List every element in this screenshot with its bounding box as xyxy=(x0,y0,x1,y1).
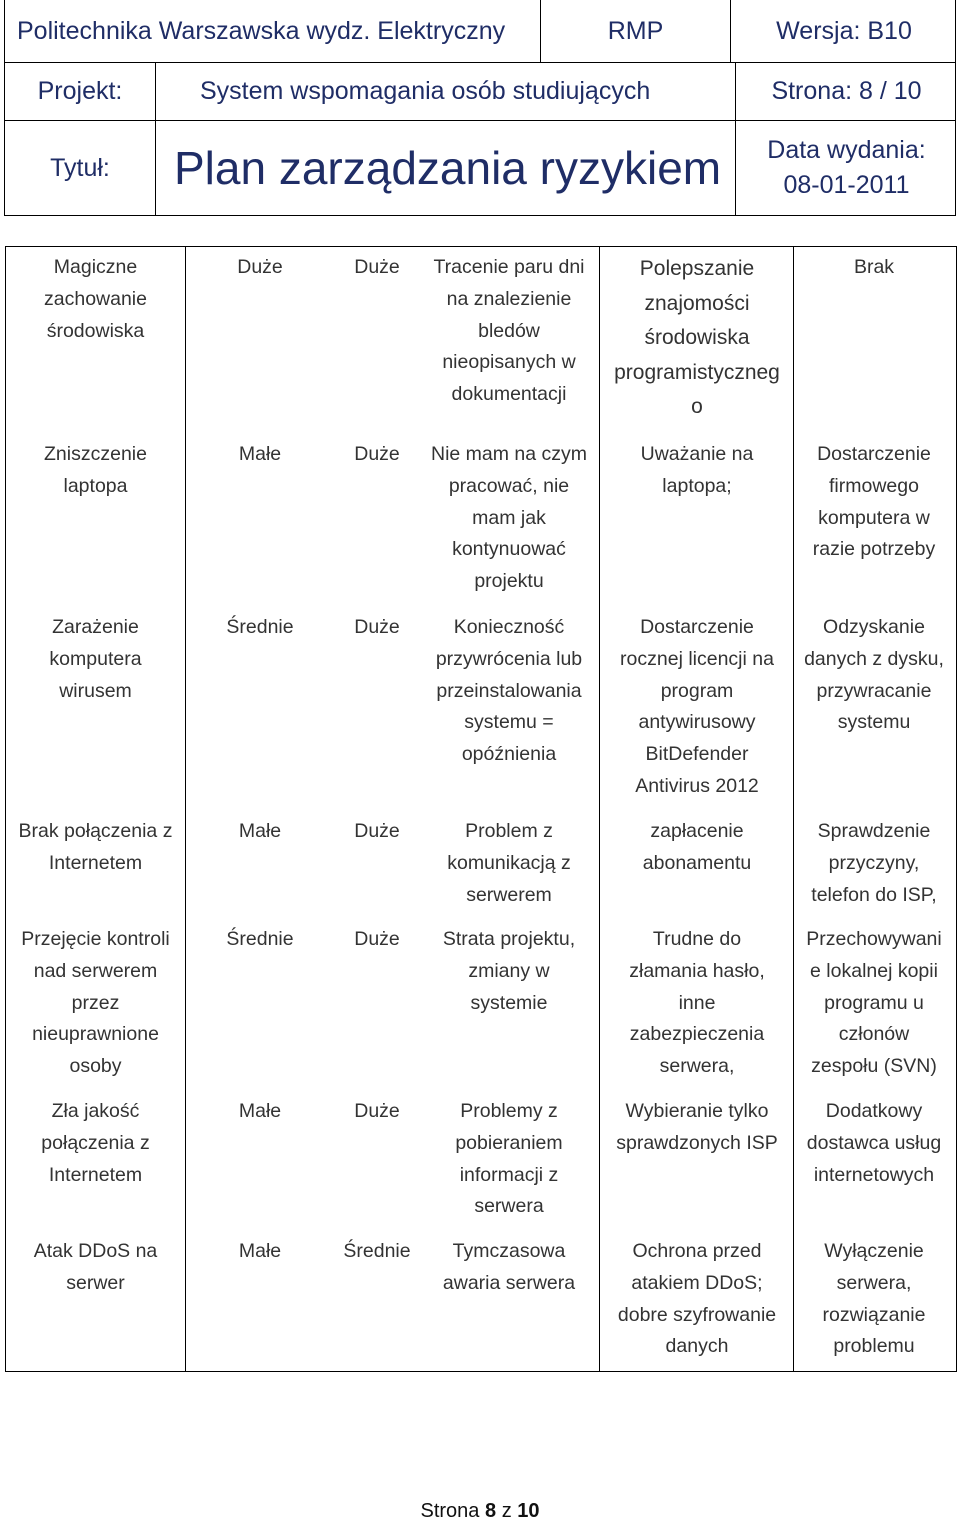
risk-prevention: Wybieranie tylko sprawdzonych ISP xyxy=(616,1100,778,1154)
risk-reaction: Przechowywani e lokalnej kopii programu u członów zespołu (SVN) xyxy=(806,928,942,1078)
project-name: System wspomagania osób studiujących xyxy=(155,62,735,120)
university-name: Politechnika Warszawska wydz. Elektryczny xyxy=(17,16,506,45)
page-footer xyxy=(0,1500,960,1523)
footer-page-number: 8 xyxy=(485,1500,497,1522)
risk-probability: Małe xyxy=(238,1240,282,1262)
footer-of: z xyxy=(501,1500,512,1522)
risk-reaction: Dostarczenie firmowego komputera w razie potrzeby xyxy=(812,443,936,561)
risk-impact: Duże xyxy=(354,616,400,638)
header-row-1 xyxy=(5,0,955,63)
risk-reaction: Odzyskanie danych z dysku, przywracanie systemu xyxy=(804,616,944,734)
issue-date-label: Data wydania: xyxy=(767,136,926,164)
risk-prevention: Dostarczenie rocznej licencji na program antywirusowy BitDefender Antivirus 2012 xyxy=(620,616,774,797)
footer-total-pages: 10 xyxy=(517,1500,540,1522)
risk-probability: Duże xyxy=(237,256,283,278)
risk-effect: Konieczność przywrócenia lub przeinstalowania systemu = opóźnienia xyxy=(435,616,583,766)
risk-table xyxy=(5,246,957,1372)
version-label: Wersja: B10 xyxy=(730,0,957,62)
risk-effect: Problem z komunikacją z serwerem xyxy=(447,820,571,906)
risk-name: Zarażenie komputera wirusem xyxy=(49,616,142,702)
risk-prevention: Uważanie na laptopa; xyxy=(640,443,754,497)
risk-probability: Małe xyxy=(238,820,282,842)
column-divider xyxy=(185,247,186,1371)
risk-impact: Duże xyxy=(354,443,400,465)
risk-probability: Małe xyxy=(238,443,282,465)
risk-name: Zniszczenie laptopa xyxy=(44,443,147,497)
issue-date: 08-01-2011 xyxy=(783,171,910,199)
risk-effect: Tracenie paru dni na znalezienie bledów nieopisanych w dokumentacji xyxy=(433,256,585,406)
risk-name: Brak połączenia z Internetem xyxy=(18,820,173,874)
issue-date-block xyxy=(735,120,957,216)
project-label: Projekt: xyxy=(37,76,123,105)
risk-effect: Tymczasowa awaria serwera xyxy=(442,1240,576,1294)
header-row-2 xyxy=(5,62,955,121)
risk-name: Zła jakość połączenia z Internetem xyxy=(41,1100,150,1186)
column-divider xyxy=(793,247,794,1371)
title-label: Tytuł: xyxy=(50,153,110,182)
risk-name: Magiczne zachowanie środowiska xyxy=(44,256,147,342)
risk-reaction: Dodatkowy dostawca usług internetowych xyxy=(806,1100,942,1186)
risk-prevention: Polepszanie znajomości środowiska programistyczneg o xyxy=(614,257,780,418)
risk-impact: Duże xyxy=(354,1100,400,1122)
risk-reaction: Brak xyxy=(853,256,895,278)
risk-impact: Średnie xyxy=(343,1240,411,1262)
risk-effect: Problemy z pobieraniem informacji z serwera xyxy=(455,1100,563,1218)
footer-prefix: Strona xyxy=(420,1500,480,1522)
risk-impact: Duże xyxy=(354,256,400,278)
risk-reaction: Wyłączenie serwera, rozwiązanie problemu xyxy=(822,1240,926,1358)
risk-probability: Małe xyxy=(238,1100,282,1122)
header-row-3 xyxy=(5,120,955,216)
risk-effect: Strata projektu, zmiany w systemie xyxy=(442,928,576,1014)
page-indicator: Strona: 8 / 10 xyxy=(735,62,957,120)
risk-probability: Średnie xyxy=(226,616,294,638)
risk-reaction: Sprawdzenie przyczyny, telefon do ISP, xyxy=(811,820,937,906)
risk-name: Przejęcie kontroli nad serwerem przez nieuprawnione osoby xyxy=(21,928,170,1078)
risk-name: Atak DDoS na serwer xyxy=(33,1240,158,1294)
document-title: Plan zarządzania ryzykiem xyxy=(155,120,735,216)
risk-prevention: zapłacenie abonamentu xyxy=(642,820,752,874)
risk-prevention: Trudne do złamania hasło, inne zabezpieczenia serwera, xyxy=(629,928,765,1078)
risk-probability: Średnie xyxy=(226,928,294,950)
risk-prevention: Ochrona przed atakiem DDoS; dobre szyfrowanie danych xyxy=(617,1240,777,1358)
document-header xyxy=(4,0,956,216)
project-code: RMP xyxy=(540,0,730,62)
risk-impact: Duże xyxy=(354,928,400,950)
risk-impact: Duże xyxy=(354,820,400,842)
risk-effect: Nie mam na czym pracować, nie mam jak kontynuować projektu xyxy=(430,443,588,593)
